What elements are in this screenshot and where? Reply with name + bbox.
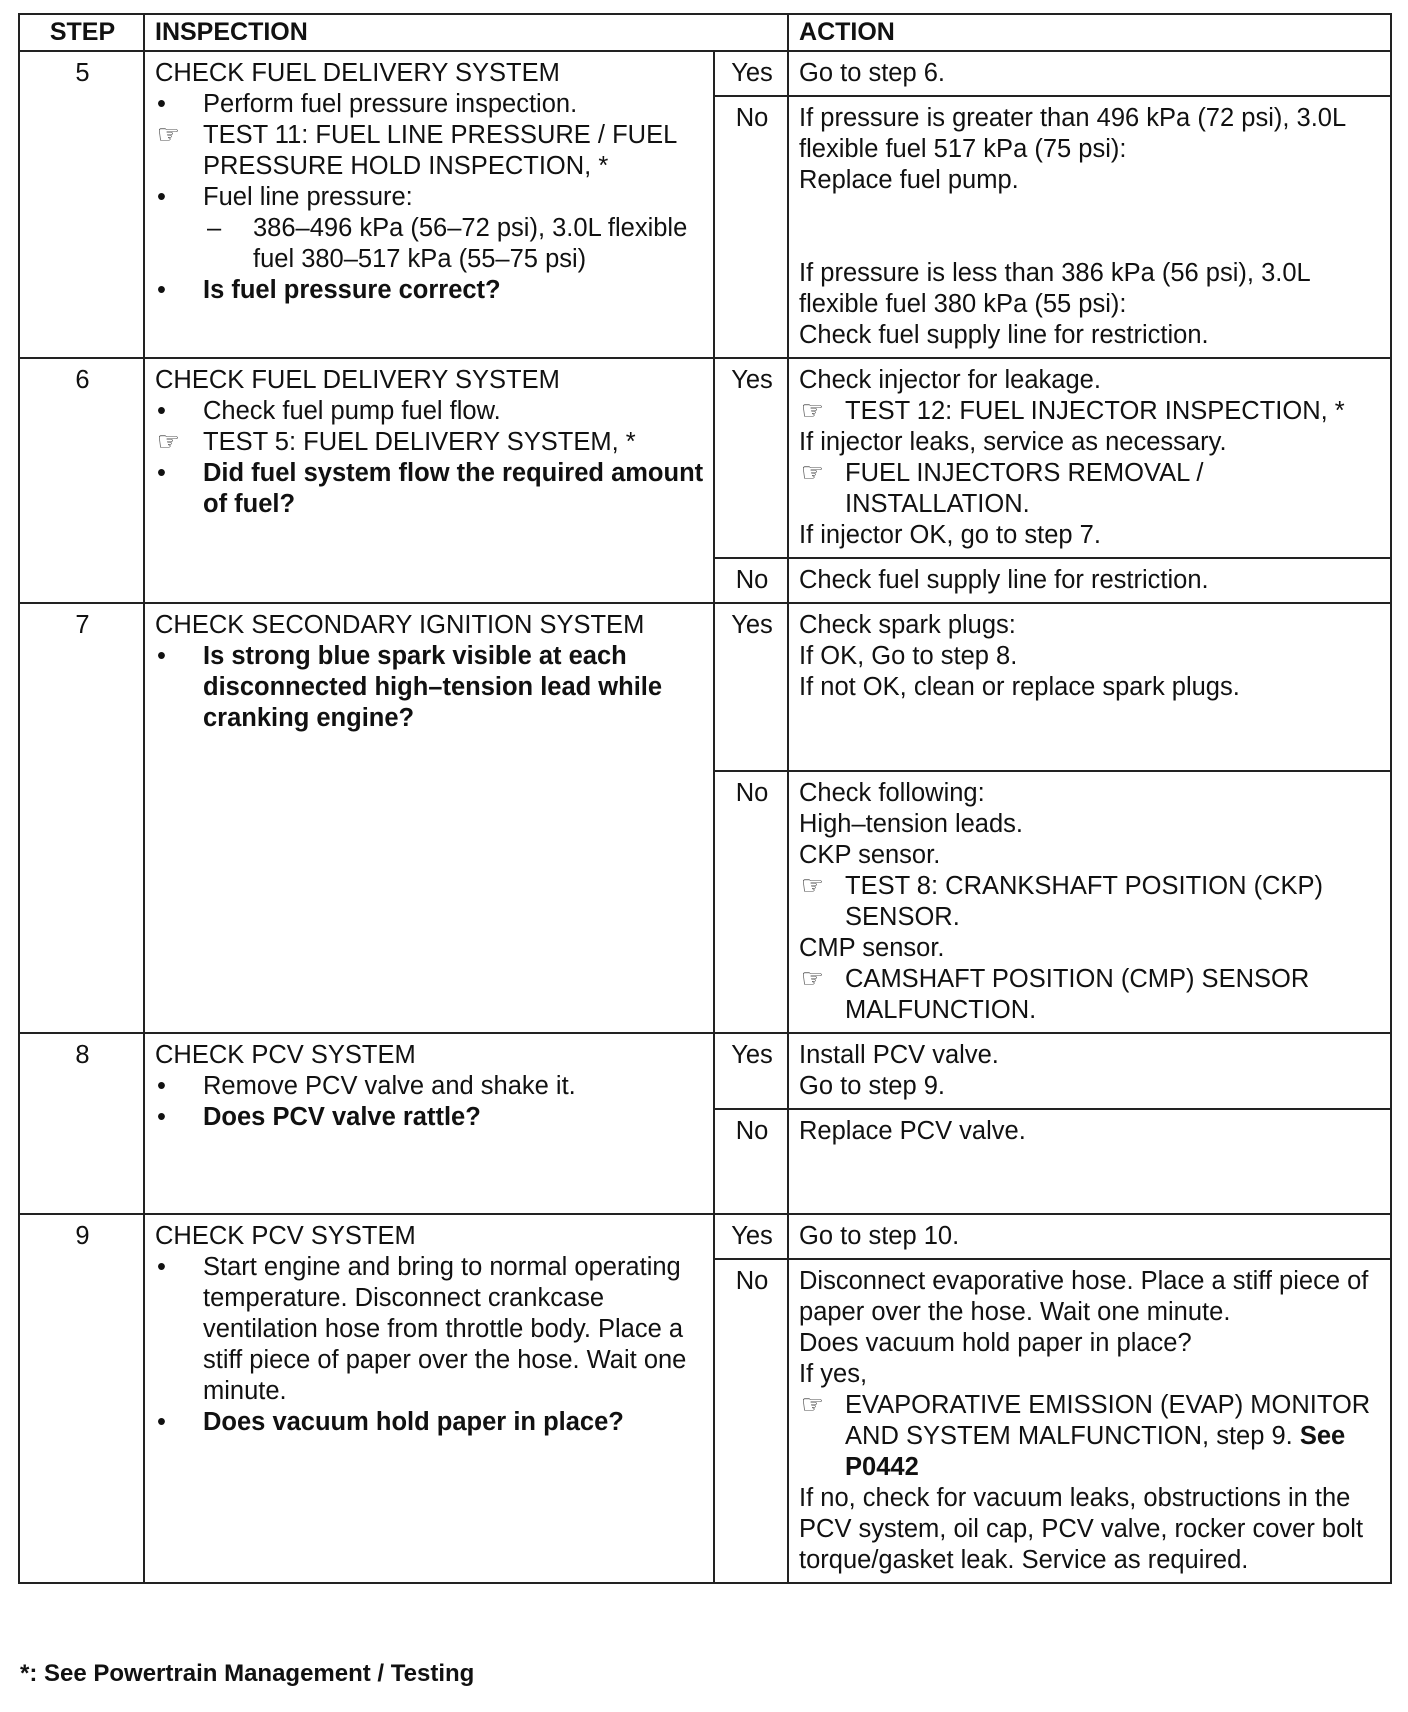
inspection-title: CHECK FUEL DELIVERY SYSTEM	[155, 59, 560, 87]
list-item	[155, 427, 705, 458]
no-label: No	[714, 1109, 788, 1214]
bullet-icon: •	[157, 1072, 166, 1100]
pointing-hand-icon: ☞	[157, 121, 180, 149]
list-item: • Perform fuel pressure inspection.	[157, 90, 578, 118]
list-item	[799, 871, 1382, 933]
reference-link: TEST 11: FUEL LINE PRESSURE / FUEL PRESSURE HOLD INSPECTION, *	[203, 121, 677, 180]
dash-icon: –	[207, 214, 222, 242]
no-action: Check following: High–tension leads. CKP sensor. ☞ TEST 8: CRANKSHAFT POSITION (CKP) SENSOR. CMP sensor. ☞ CAMSHAFT POSITION (CMP) SENSOR MALFUNCTION.	[788, 771, 1391, 1033]
yes-label: Yes	[714, 1214, 788, 1259]
inspection-cell	[144, 358, 714, 603]
inspection-question: Does vacuum hold paper in place?	[203, 1408, 624, 1436]
inspection-question: Is strong blue spark visible at each disconnected high–tension lead while cranking engine?	[203, 642, 663, 732]
yes-action: Go to step 6.	[788, 51, 1391, 96]
reference-link: FUEL INJECTORS REMOVAL / INSTALLATION.	[845, 459, 1204, 518]
bullet-icon: •	[157, 1408, 166, 1436]
list-item	[799, 964, 1382, 1026]
header-step: STEP	[19, 14, 144, 51]
list-item: – 386–496 kPa (56–72 psi), 3.0L flexible fuel 380–517 kPa (55–75 psi)	[155, 213, 705, 275]
pointing-hand-icon: ☞	[801, 1391, 824, 1419]
inspection-cell	[144, 1214, 714, 1583]
bullet-icon: •	[157, 397, 166, 425]
inspection-cell	[144, 1033, 714, 1214]
reference-link: TEST 12: FUEL INJECTOR INSPECTION, *	[845, 397, 1345, 425]
header-inspection: INSPECTION	[144, 14, 788, 51]
bullet-icon: •	[157, 183, 166, 211]
no-action: If pressure is greater than 496 kPa (72 psi), 3.0L flexible fuel 517 kPa (75 psi): Replace fuel pump. If pressure is less than 386 kPa (56 psi), 3.0L flexible fuel 380 kPa (55 psi): Check fuel supply line for restriction.	[788, 96, 1391, 358]
yes-label: Yes	[714, 603, 788, 771]
yes-label: Yes	[714, 358, 788, 558]
header-action: ACTION	[788, 14, 1391, 51]
no-action: Check fuel supply line for restriction.	[788, 558, 1391, 603]
bullet-icon: •	[157, 1103, 166, 1131]
bullet-icon: •	[157, 1253, 166, 1281]
yes-label: Yes	[714, 51, 788, 96]
step-number: 9	[19, 1214, 144, 1583]
yes-action: Go to step 10.	[788, 1214, 1391, 1259]
inspection-cell	[144, 51, 714, 358]
list-item	[799, 458, 1382, 520]
bullet-icon: •	[157, 276, 166, 304]
list-item: • Fuel line pressure:	[157, 183, 413, 211]
pointing-hand-icon: ☞	[801, 459, 824, 487]
inspection-title: CHECK FUEL DELIVERY SYSTEM	[155, 366, 560, 394]
inspection-question: Is fuel pressure correct?	[203, 276, 501, 304]
table-row	[19, 51, 1391, 96]
inspection-title: CHECK PCV SYSTEM	[155, 1222, 416, 1250]
reference-link: TEST 8: CRANKSHAFT POSITION (CKP) SENSOR.	[845, 872, 1323, 931]
no-action: Replace PCV valve.	[788, 1109, 1391, 1214]
no-action: Disconnect evaporative hose. Place a stiff piece of paper over the hose. Wait one minute. Does vacuum hold paper in place? If yes, ☞ EVAPORATIVE EMISSION (EVAP) MONITOR AND SYSTEM MALFUNCTION, step 9. See P0442 If no, check for vacuum leaks, obstructions in the PCV system, oil cap, PCV valve, rocker cover bolt torque/gasket leak. Service as required.	[788, 1259, 1391, 1583]
pointing-hand-icon: ☞	[801, 397, 824, 425]
list-item	[155, 1407, 705, 1438]
yes-action: Check injector for leakage. ☞ TEST 12: FUEL INJECTOR INSPECTION, * If injector leaks, service as necessary. ☞ FUEL INJECTORS REMOVAL / INSTALLATION. If injector OK, go to step 7.	[788, 358, 1391, 558]
table-row	[19, 358, 1391, 558]
footnote: *: See Powertrain Management / Testing	[20, 1660, 475, 1687]
yes-action: Install PCV valve. Go to step 9.	[788, 1033, 1391, 1109]
inspection-question: Did fuel system flow the required amount of fuel?	[203, 459, 704, 518]
list-item	[799, 1390, 1382, 1483]
reference-link: EVAPORATIVE EMISSION (EVAP) MONITOR AND SYSTEM MALFUNCTION, step 9. See P0442	[845, 1391, 1371, 1481]
list-item	[155, 641, 705, 734]
table-row	[19, 603, 1391, 771]
reference-link: TEST 5: FUEL DELIVERY SYSTEM, *	[203, 428, 636, 456]
pointing-hand-icon: ☞	[801, 872, 824, 900]
step-number: 5	[19, 51, 144, 358]
table-header-row	[19, 14, 1391, 51]
yes-action: Check spark plugs: If OK, Go to step 8. If not OK, clean or replace spark plugs.	[788, 603, 1391, 771]
table-row	[19, 1033, 1391, 1109]
step-number: 8	[19, 1033, 144, 1214]
step-number: 7	[19, 603, 144, 1033]
diagnosis-table	[18, 13, 1392, 1584]
list-item: • Remove PCV valve and shake it.	[157, 1072, 576, 1100]
inspection-title: CHECK SECONDARY IGNITION SYSTEM	[155, 611, 645, 639]
inspection-title: CHECK PCV SYSTEM	[155, 1041, 416, 1069]
inspection-cell	[144, 603, 714, 1033]
reference-link: CAMSHAFT POSITION (CMP) SENSOR MALFUNCTION.	[845, 965, 1310, 1024]
list-item: • Start engine and bring to normal operating temperature. Disconnect crankcase ventilation hose from throttle body. Place a stiff piece of paper over the hose. Wait one minute.	[157, 1253, 687, 1405]
list-item	[155, 275, 705, 306]
list-item	[799, 396, 1382, 427]
inspection-question: Does PCV valve rattle?	[203, 1103, 481, 1131]
list-item	[155, 120, 705, 182]
no-label: No	[714, 96, 788, 358]
list-item: • Check fuel pump fuel flow.	[157, 397, 501, 425]
list-item	[155, 1102, 705, 1133]
pointing-hand-icon: ☞	[157, 428, 180, 456]
no-label: No	[714, 1259, 788, 1583]
bullet-icon: •	[157, 90, 166, 118]
step-number: 6	[19, 358, 144, 603]
table-row	[19, 1214, 1391, 1259]
bullet-icon: •	[157, 642, 166, 670]
pointing-hand-icon: ☞	[801, 965, 824, 993]
no-label: No	[714, 558, 788, 603]
no-label: No	[714, 771, 788, 1033]
list-item	[155, 458, 705, 520]
bullet-icon: •	[157, 459, 166, 487]
yes-label: Yes	[714, 1033, 788, 1109]
